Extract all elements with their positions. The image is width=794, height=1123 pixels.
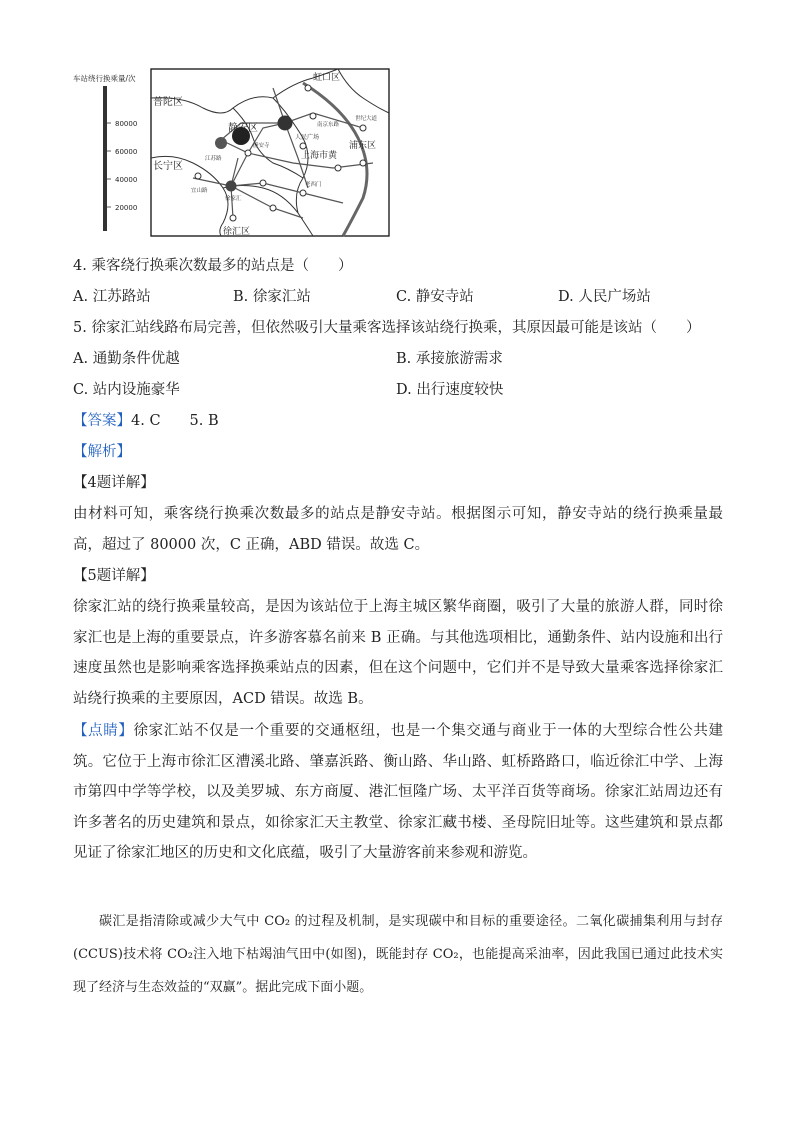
station-label: 徐家汇: [225, 196, 242, 202]
note-paragraph: [73, 716, 723, 869]
legend-tick: 40000: [115, 176, 138, 184]
q4-option-b[interactable]: B. 徐家汇站: [233, 289, 311, 305]
q4-option-c[interactable]: C. 静安寺站: [396, 289, 474, 305]
map-frame: [151, 69, 389, 236]
legend-tick: 20000: [115, 204, 138, 212]
legend-bar: [103, 86, 107, 231]
district-label: 上海市黄: [301, 151, 338, 161]
legend-title: 车站绕行换乘量/次: [73, 74, 136, 83]
station-label: 南京东路: [317, 122, 340, 128]
district-label: 静安区: [228, 123, 258, 134]
station-label: 世纪大道: [355, 116, 378, 122]
legend-tick: 80000: [115, 120, 138, 128]
district-label: 长宁区: [153, 161, 183, 172]
note-label: 【点睛】: [73, 723, 134, 739]
detail5-heading: 【5题详解】: [73, 568, 155, 584]
q5-stem: 5. 徐家汇站线路布局完善，但依然吸引大量乘客选择该站绕行换乘，其原因最可能是该站（ ）: [73, 320, 701, 336]
district-label: 虹口区: [313, 73, 341, 83]
next-passage: 碳汇是指清除或减少大气中 CO₂ 的过程及机制，是实现碳中和目标的重要途径。二氧化碳捕集利用与封存(CCUS)技术将 CO₂注入地下枯竭油气田中(如图)，既能封存 CO₂，也能提高采油率，因此我国已通过此技术实现了经济与生态效益的“双赢”。据此完成下面小题。: [73, 914, 723, 995]
q5-option-d[interactable]: D. 出行速度较快: [396, 382, 504, 398]
station-renminguangchang-dot: [278, 116, 293, 131]
station-jiangsulu-dot: [215, 137, 227, 149]
detail4-heading: 【4题详解】: [73, 475, 155, 491]
answer-text: 4. C 5. B: [131, 413, 219, 429]
analysis-line: [73, 442, 131, 462]
metro-map-figure: [73, 68, 391, 238]
district-label: 浦东区: [349, 141, 377, 151]
analysis-label: 【解析】: [73, 444, 131, 460]
station-label: 人民广场: [295, 134, 320, 141]
q5-option-b[interactable]: B. 承接旅游需求: [396, 351, 503, 367]
q5-option-c[interactable]: C. 站内设施豪华: [73, 382, 180, 398]
q4-option-a[interactable]: A. 江苏路站: [73, 289, 151, 305]
answer-label: 【答案】: [73, 413, 131, 429]
station-label: 老西门: [305, 182, 322, 188]
station-label: 静安寺: [253, 143, 270, 149]
district-label: 徐汇区: [223, 227, 251, 237]
station-label: 宜山路: [191, 188, 208, 194]
q4-stem: 4. 乘客绕行换乘次数最多的站点是（ ）: [73, 258, 353, 274]
detail5-text: 徐家汇站的绕行换乘量较高，是因为该站位于上海主城区繁华商圈，吸引了大量的旅游人群，同时徐家汇也是上海的重要景点，许多游客慕名前来 B 正确。与其他选项相比，通勤条件、站内设施和出行速度虽然也是影响乘客选择换乘站点的因素，但在这个问题中，它们并不是导致大量乘客选择徐家汇站绕行换乘的主要原因，ACD 错误。故选 B。: [73, 599, 723, 707]
station-xujiahui-dot: [226, 181, 237, 192]
answer-line: [73, 411, 219, 431]
station-label: 江苏路: [205, 156, 222, 162]
legend-tick: 60000: [115, 148, 138, 156]
metro-map-svg: [73, 68, 391, 238]
note-text: 徐家汇站不仅是一个重要的交通枢纽，也是一个集交通与商业于一体的大型综合性公共建筑。它位于上海市徐汇区漕溪北路、肇嘉浜路、衡山路、华山路、虹桥路路口，临近徐汇中学、上海市第四中学等学校，以及美罗城、东方商厦、港汇恒隆广场、太平洋百货等商场。徐家汇站周边还有许多著名的历史建筑和景点，如徐家汇天主教堂、徐家汇藏书楼、圣母院旧址等。这些建筑和景点都见证了徐家汇地区的历史和文化底蕴，吸引了大量游客前来参观和游览。: [73, 723, 724, 861]
q5-option-a[interactable]: A. 通勤条件优越: [73, 351, 180, 367]
district-label: 普陀区: [153, 97, 183, 108]
q4-option-d[interactable]: D. 人民广场站: [558, 289, 651, 305]
detail4-text: 由材料可知，乘客绕行换乘次数最多的站点是静安寺站。根据图示可知，静安寺站的绕行换乘量最高，超过了 80000 次，C 正确，ABD 错误。故选 C。: [73, 506, 723, 553]
